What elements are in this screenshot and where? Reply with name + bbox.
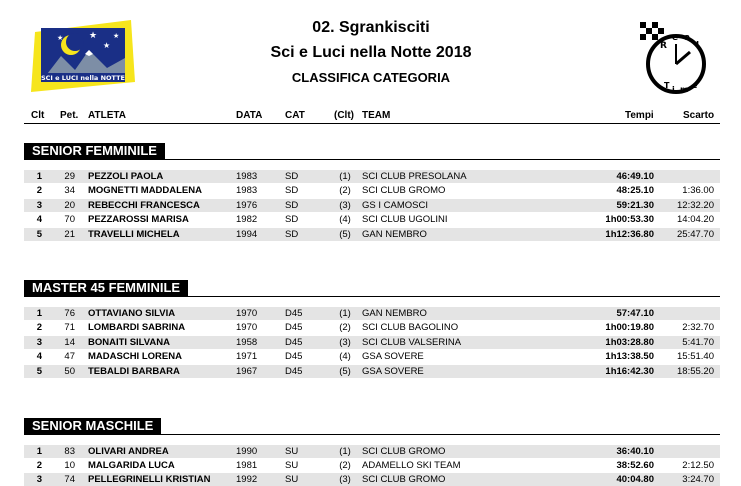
row-team: SCI CLUB GROMO bbox=[362, 446, 446, 457]
row-date: 1976 bbox=[236, 200, 258, 211]
svg-text:★: ★ bbox=[89, 31, 98, 41]
section-title-senior-maschile: SENIOR MASCHILE bbox=[24, 418, 161, 434]
row-category-rank: (1) bbox=[339, 446, 351, 457]
row-athlete: MOGNETTI MADDALENA bbox=[88, 185, 202, 196]
row-athlete: TEBALDI BARBARA bbox=[88, 366, 180, 377]
row-time: 1h12:36.80 bbox=[605, 229, 654, 240]
col-header-team: TEAM bbox=[362, 110, 391, 121]
row-date: 1971 bbox=[236, 351, 258, 362]
row-time: 59:21.30 bbox=[616, 200, 654, 211]
row-team: SCI CLUB UGOLINI bbox=[362, 214, 448, 225]
row-clt: 2 bbox=[36, 322, 42, 333]
row-athlete: MADASCHI LORENA bbox=[88, 351, 182, 362]
row-gap: 2:12.50 bbox=[682, 460, 714, 471]
col-header-data: DATA bbox=[236, 110, 263, 121]
table-row bbox=[24, 184, 720, 197]
row-pet: 70 bbox=[64, 214, 75, 225]
row-category: SU bbox=[285, 460, 299, 471]
row-gap: 1:36.00 bbox=[682, 185, 714, 196]
row-gap: 14:04.20 bbox=[677, 214, 714, 225]
table-row bbox=[24, 336, 720, 349]
row-time: 38:52.60 bbox=[616, 460, 654, 471]
row-gap: 12:32.20 bbox=[677, 200, 714, 211]
row-category-rank: (4) bbox=[339, 214, 351, 225]
svg-text:T: T bbox=[664, 81, 670, 90]
col-header-scarto: Scarto bbox=[683, 110, 715, 121]
row-athlete: PEZZOLI PAOLA bbox=[88, 171, 164, 182]
row-gap: 15:51.40 bbox=[677, 351, 714, 362]
row-team: GSA SOVERE bbox=[362, 366, 424, 377]
row-category-rank: (5) bbox=[339, 229, 351, 240]
row-pet: 71 bbox=[64, 322, 75, 333]
row-team: SCI CLUB VALSERINA bbox=[362, 337, 462, 348]
row-category-rank: (1) bbox=[339, 308, 351, 319]
section-title-master-45-femminile: MASTER 45 FEMMINILE bbox=[24, 280, 188, 296]
table-row bbox=[24, 213, 720, 226]
row-time: 1h00:53.30 bbox=[605, 214, 654, 225]
row-clt: 3 bbox=[36, 200, 42, 211]
row-date: 1970 bbox=[236, 322, 258, 333]
row-category-rank: (3) bbox=[339, 474, 351, 485]
row-category: D45 bbox=[285, 351, 303, 362]
row-team: SCI CLUB GROMO bbox=[362, 185, 446, 196]
svg-text:★: ★ bbox=[103, 41, 111, 50]
row-category-rank: (2) bbox=[339, 460, 351, 471]
col-header-tempi: Tempi bbox=[625, 110, 654, 121]
row-time: 1h03:28.80 bbox=[605, 337, 654, 348]
row-team: GAN NEMBRO bbox=[362, 229, 427, 240]
event-title: Sci e Luci nella Notte 2018 bbox=[270, 44, 472, 61]
row-clt: 1 bbox=[36, 308, 42, 319]
row-category-rank: (3) bbox=[339, 200, 351, 211]
row-pet: 47 bbox=[64, 351, 75, 362]
row-clt: 4 bbox=[36, 214, 42, 225]
ranking-title: CLASSIFICA CATEGORIA bbox=[291, 70, 451, 85]
row-time: 46:49.10 bbox=[616, 171, 654, 182]
section-divider bbox=[24, 296, 720, 297]
row-clt: 3 bbox=[36, 337, 42, 348]
table-row bbox=[24, 445, 720, 458]
section-divider bbox=[24, 434, 720, 435]
row-category: D45 bbox=[285, 337, 303, 348]
row-date: 1983 bbox=[236, 185, 258, 196]
row-pet: 50 bbox=[64, 366, 75, 377]
row-gap: 18:55.20 bbox=[677, 366, 714, 377]
row-date: 1958 bbox=[236, 337, 258, 348]
table-row bbox=[24, 199, 720, 212]
table-row bbox=[24, 365, 720, 378]
row-team: SCI CLUB BAGOLINO bbox=[362, 322, 459, 333]
row-date: 1983 bbox=[236, 171, 258, 182]
row-date: 1982 bbox=[236, 214, 258, 225]
table-row bbox=[24, 228, 720, 241]
svg-text:e: e bbox=[672, 33, 679, 43]
table-row bbox=[24, 307, 720, 320]
row-category: SU bbox=[285, 446, 299, 457]
row-pet: 74 bbox=[64, 474, 75, 485]
row-pet: 21 bbox=[64, 229, 75, 240]
row-athlete: PEZZAROSSI MARISA bbox=[88, 214, 189, 225]
row-category: SD bbox=[285, 200, 299, 211]
row-gap: 25:47.70 bbox=[677, 229, 714, 240]
row-category-rank: (2) bbox=[339, 185, 351, 196]
row-athlete: MALGARIDA LUCA bbox=[88, 460, 175, 471]
row-category-rank: (2) bbox=[339, 322, 351, 333]
row-category: SU bbox=[285, 474, 299, 485]
row-time: 36:40.10 bbox=[616, 446, 654, 457]
row-clt: 1 bbox=[36, 446, 42, 457]
row-category-rank: (3) bbox=[339, 337, 351, 348]
row-athlete: LOMBARDI SABRINA bbox=[88, 322, 186, 333]
svg-text:m: m bbox=[680, 85, 689, 94]
row-time: 57:47.10 bbox=[616, 308, 654, 319]
svg-text:l: l bbox=[696, 41, 700, 51]
row-time: 1h13:38.50 bbox=[605, 351, 654, 362]
row-clt: 3 bbox=[36, 474, 42, 485]
row-gap: 5:41.70 bbox=[682, 337, 714, 348]
row-pet: 34 bbox=[64, 185, 75, 196]
row-category: D45 bbox=[285, 308, 303, 319]
row-pet: 76 bbox=[64, 308, 75, 319]
row-time: 48:25.10 bbox=[616, 185, 654, 196]
row-time: 40:04.80 bbox=[616, 474, 654, 485]
col-header-cltcat: (Clt) bbox=[334, 110, 354, 121]
row-time: 1h16:42.30 bbox=[605, 366, 654, 377]
row-team: GS I CAMOSCI bbox=[362, 200, 428, 211]
svg-text:SCI e LUCI nella NOTTE: SCI e LUCI nella NOTTE bbox=[40, 74, 126, 82]
table-row bbox=[24, 459, 720, 472]
row-athlete: TRAVELLI MICHELA bbox=[88, 229, 180, 240]
row-date: 1994 bbox=[236, 229, 258, 240]
row-team: ADAMELLO SKI TEAM bbox=[362, 460, 461, 471]
svg-text:i: i bbox=[672, 85, 675, 94]
event-number-title: 02. Sgrankisciti bbox=[312, 19, 430, 36]
row-pet: 14 bbox=[64, 337, 75, 348]
table-row bbox=[24, 473, 720, 486]
svg-text:★: ★ bbox=[57, 34, 64, 42]
col-header-pet: Pet. bbox=[60, 110, 79, 121]
row-athlete: OLIVARI ANDREA bbox=[88, 446, 169, 457]
row-clt: 1 bbox=[36, 171, 42, 182]
col-header-cat: CAT bbox=[285, 110, 305, 121]
row-category: SD bbox=[285, 185, 299, 196]
svg-text:a: a bbox=[684, 33, 691, 43]
row-team: GAN NEMBRO bbox=[362, 308, 427, 319]
row-category: SD bbox=[285, 229, 299, 240]
row-clt: 5 bbox=[36, 366, 42, 377]
row-athlete: REBECCHI FRANCESCA bbox=[88, 200, 200, 211]
table-row bbox=[24, 170, 720, 183]
row-gap: 2:32.70 bbox=[682, 322, 714, 333]
col-header-clt: Clt bbox=[31, 110, 45, 121]
row-athlete: PELLEGRINELLI KRISTIAN bbox=[88, 474, 211, 485]
row-category-rank: (1) bbox=[339, 171, 351, 182]
row-pet: 29 bbox=[64, 171, 75, 182]
row-team: GSA SOVERE bbox=[362, 351, 424, 362]
row-clt: 2 bbox=[36, 185, 42, 196]
row-clt: 5 bbox=[36, 229, 42, 240]
svg-text:R: R bbox=[660, 41, 667, 51]
row-pet: 10 bbox=[64, 460, 75, 471]
row-gap: 3:24.70 bbox=[682, 474, 714, 485]
row-date: 1967 bbox=[236, 366, 258, 377]
svg-text:★: ★ bbox=[113, 32, 120, 40]
svg-text:e: e bbox=[692, 81, 698, 90]
row-category: SD bbox=[285, 171, 299, 182]
table-row bbox=[24, 321, 720, 334]
row-pet: 20 bbox=[64, 200, 75, 211]
section-title-senior-femminile: SENIOR FEMMINILE bbox=[24, 143, 165, 159]
row-time: 1h00:19.80 bbox=[605, 322, 654, 333]
row-category-rank: (4) bbox=[339, 351, 351, 362]
section-divider bbox=[24, 159, 720, 160]
header-divider bbox=[24, 123, 720, 124]
row-clt: 4 bbox=[36, 351, 42, 362]
row-category: SD bbox=[285, 214, 299, 225]
document-title-block bbox=[220, 18, 522, 87]
row-category-rank: (5) bbox=[339, 366, 351, 377]
row-pet: 83 bbox=[64, 446, 75, 457]
row-date: 1981 bbox=[236, 460, 258, 471]
col-header-atleta: ATLETA bbox=[88, 110, 126, 121]
row-date: 1992 bbox=[236, 474, 258, 485]
row-category: D45 bbox=[285, 366, 303, 377]
row-clt: 2 bbox=[36, 460, 42, 471]
row-team: SCI CLUB GROMO bbox=[362, 474, 446, 485]
row-team: SCI CLUB PRESOLANA bbox=[362, 171, 467, 182]
event-logo bbox=[27, 18, 139, 98]
row-athlete: BONAITI SILVANA bbox=[88, 337, 170, 348]
row-date: 1990 bbox=[236, 446, 258, 457]
real-time-logo bbox=[638, 18, 710, 98]
row-category: D45 bbox=[285, 322, 303, 333]
table-row bbox=[24, 350, 720, 363]
row-date: 1970 bbox=[236, 308, 258, 319]
row-athlete: OTTAVIANO SILVIA bbox=[88, 308, 176, 319]
